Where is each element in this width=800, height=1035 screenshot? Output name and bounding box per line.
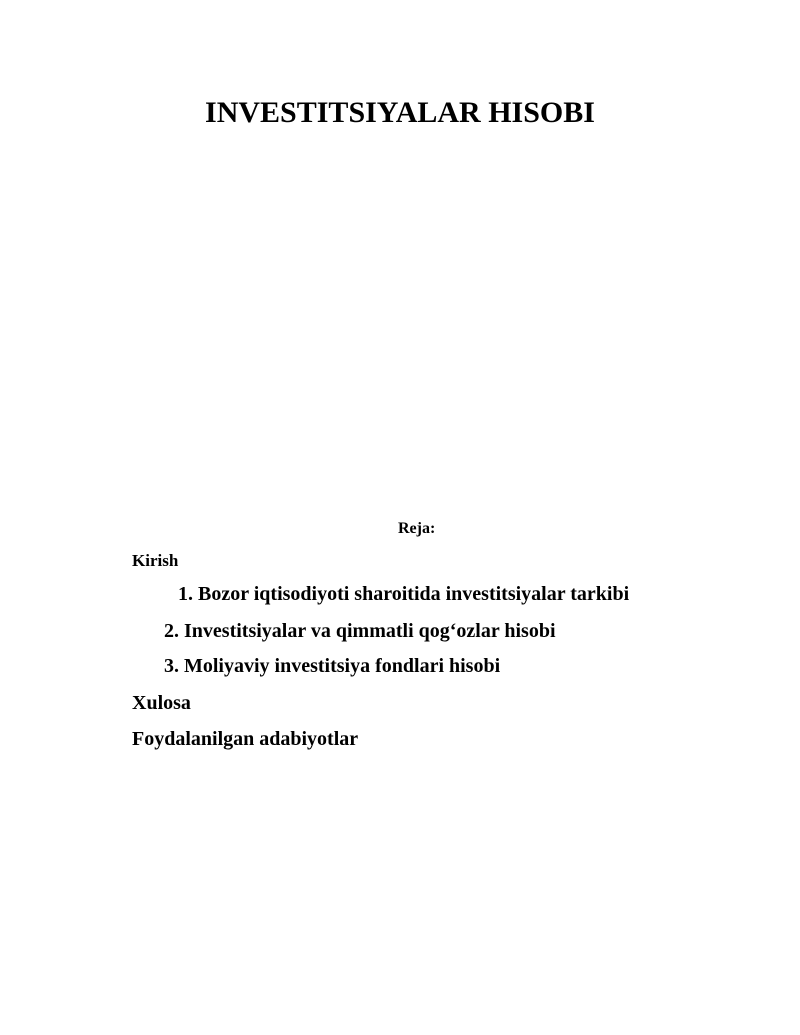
plan-item-3: 3. Moliyaviy investitsiya fondlari hisobi xyxy=(164,655,501,677)
plan-heading: Reja: xyxy=(398,520,436,537)
plan-item-references: Foydalanilgan adabiyotlar xyxy=(132,728,359,750)
plan-item-conclusion: Xulosa xyxy=(132,692,191,714)
plan-item-intro: Kirish xyxy=(132,551,179,570)
plan-item-2: 2. Investitsiyalar va qimmatli qog‘ozlar hisobi xyxy=(164,620,556,642)
plan-item-1: 1. Bozor iqtisodiyoti sharoitida investitsiyalar tarkibi xyxy=(178,583,630,605)
document-title: INVESTITSIYALAR HISOBI xyxy=(205,96,595,129)
